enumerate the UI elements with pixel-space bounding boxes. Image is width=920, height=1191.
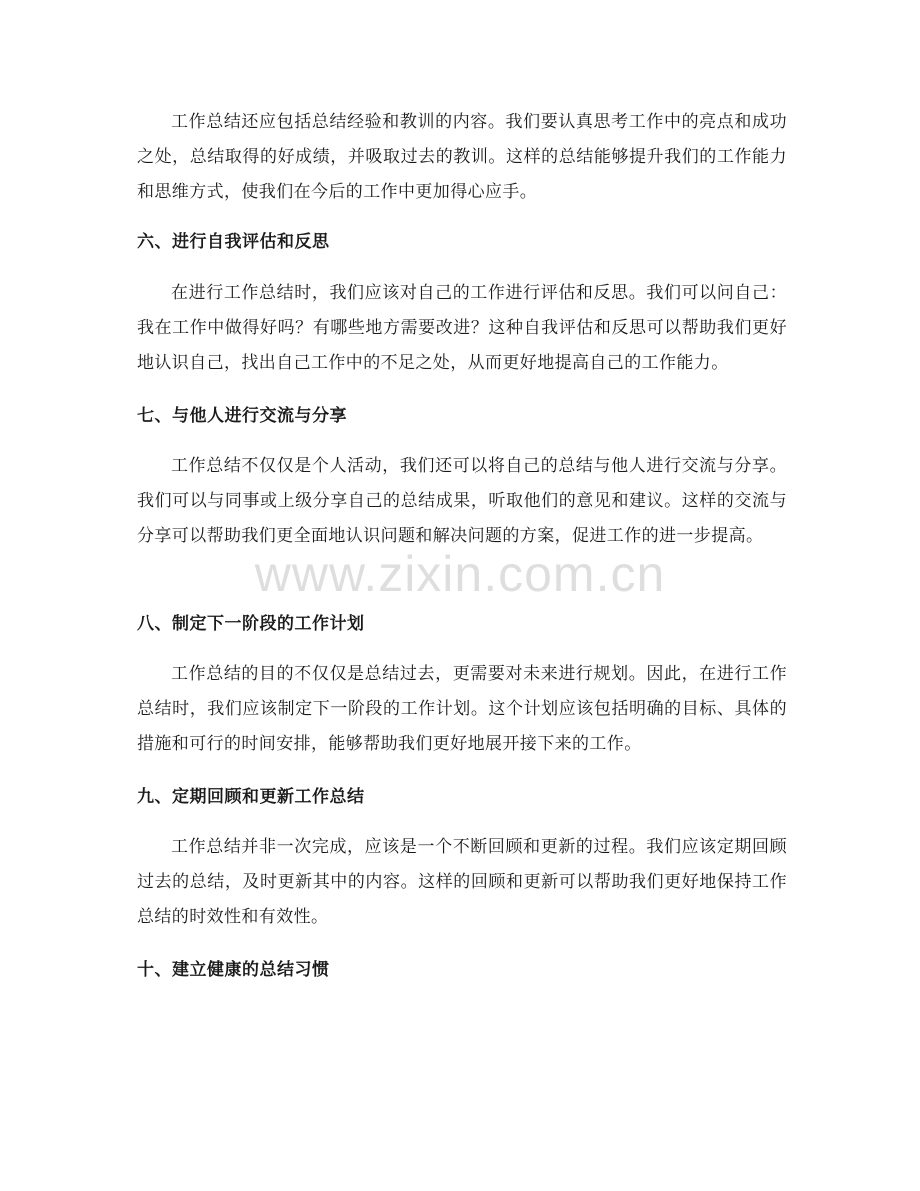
section-paragraph: 工作总结的目的不仅仅是总结过去，更需要对未来进行规划。因此，在进行工作总结时，我们应该制定下一阶段的工作计划。这个计划应该包括明确的目标、具体的措施和可行的时间安排，能够帮助我们更好地展开接下来的工作。 — [137, 664, 787, 754]
section-heading: 九、定期回顾和更新工作总结 — [137, 787, 365, 807]
section-9-paragraph-block — [137, 830, 787, 935]
section-heading: 六、进行自我评估和反思 — [137, 232, 330, 252]
section-6-paragraph-block — [137, 276, 787, 381]
section-10-heading-block — [137, 955, 787, 985]
watermark: www.zixin.com.cn — [254, 546, 666, 602]
section-heading: 十、建立健康的总结习惯 — [137, 960, 330, 980]
section-8-heading-block — [137, 609, 787, 639]
section-paragraph: 在进行工作总结时，我们应该对自己的工作进行评估和反思。我们可以问自己：我在工作中做得好吗？有哪些地方需要改进？这种自我评估和反思可以帮助我们更好地认识自己，找出自己工作中的不足之处，从而更好地提高自己的工作能力。 — [137, 283, 787, 373]
section-heading: 八、制定下一阶段的工作计划 — [137, 614, 365, 634]
intro-block — [137, 105, 787, 210]
section-paragraph: 工作总结不仅仅是个人活动，我们还可以将自己的总结与他人进行交流与分享。我们可以与同事或上级分享自己的总结成果，听取他们的意见和建议。这样的交流与分享可以帮助我们更全面地认识问题和解决问题的方案，促进工作的进一步提高。 — [137, 456, 787, 546]
intro-paragraph: 工作总结还应包括总结经验和教训的内容。我们要认真思考工作中的亮点和成功之处，总结取得的好成绩，并吸取过去的教训。这样的总结能够提升我们的工作能力和思维方式，使我们在今后的工作中更加得心应手。 — [137, 112, 787, 202]
section-paragraph: 工作总结并非一次完成，应该是一个不断回顾和更新的过程。我们应该定期回顾过去的总结，及时更新其中的内容。这样的回顾和更新可以帮助我们更好地保持工作总结的时效性和有效性。 — [137, 837, 787, 927]
section-9-heading-block — [137, 782, 787, 812]
section-heading: 七、与他人进行交流与分享 — [137, 406, 347, 426]
section-6-heading-block — [137, 227, 787, 257]
section-7-paragraph-block — [137, 449, 787, 554]
section-7-heading-block — [137, 401, 787, 431]
section-8-paragraph-block — [137, 657, 787, 762]
